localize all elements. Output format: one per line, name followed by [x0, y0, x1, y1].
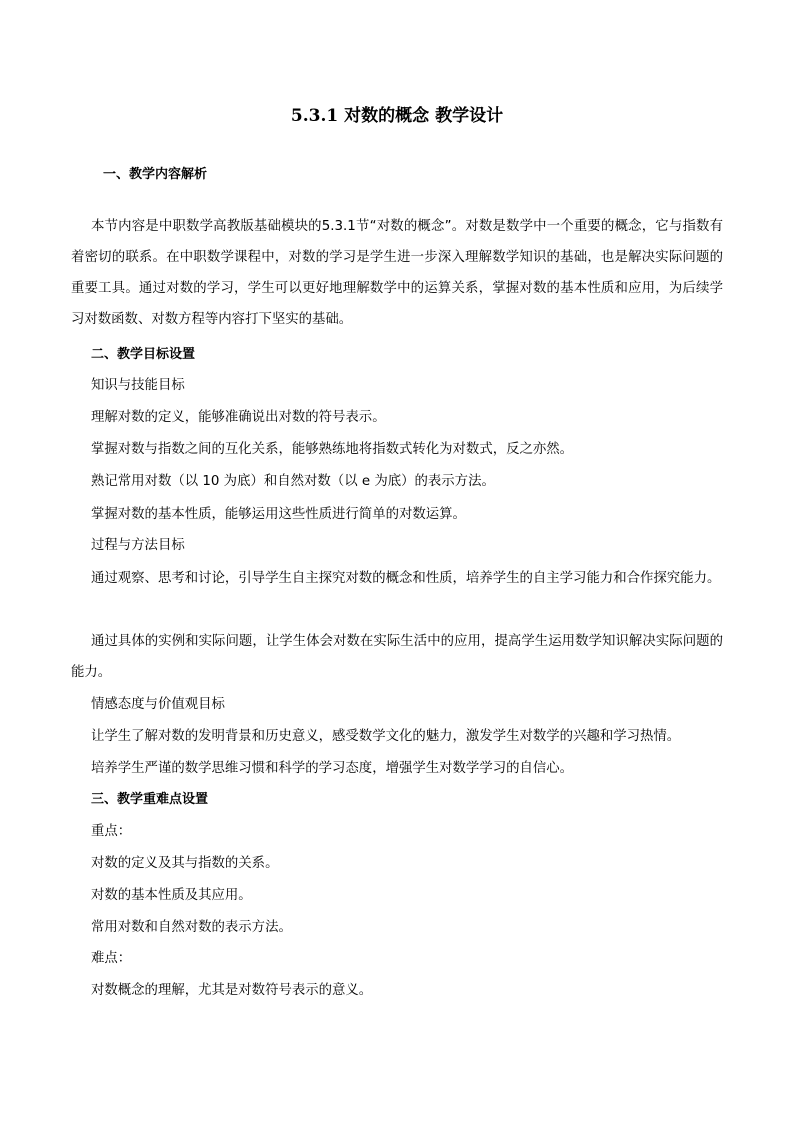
knowledge-goal-item: 熟记常用对数（以 10 为底）和自然对数（以 e 为底）的表示方法。 [91, 474, 495, 489]
key-points-label: 重点： [91, 824, 132, 839]
process-goal-item: 通过具体的实例和实际问题，让学生体会对数在实际生活中的应用，提高学生运用数学知识解决实际问题的能力。 [71, 634, 723, 680]
emotion-goal-item: 让学生了解对数的发明背景和历史意义，感受数学文化的魅力，激发学生对数学的兴趣和学习热情。 [91, 729, 681, 744]
process-goals-title: 过程与方法目标 [91, 538, 185, 553]
section-heading-content-analysis: 一、教学内容解析 [103, 167, 208, 182]
knowledge-goals-title: 知识与技能目标 [91, 378, 185, 393]
difficult-points-label: 难点： [91, 951, 132, 966]
document-title: 5.3.1 对数的概念 教学设计 [290, 106, 504, 126]
process-goal-item: 通过观察、思考和讨论，引导学生自主探究对数的概念和性质，培养学生的自主学习能力和合作探究能力。 [91, 571, 721, 586]
key-point-item: 对数的定义及其与指数的关系。 [91, 856, 279, 871]
section-heading-key-difficult-points: 三、教学重难点设置 [91, 792, 209, 807]
emotion-goal-item: 培养学生严谨的数学思维习惯和科学的学习态度，增强学生对数学学习的自信心。 [91, 761, 574, 776]
key-point-item: 对数的基本性质及其应用。 [91, 888, 252, 903]
knowledge-goal-item: 掌握对数的基本性质，能够运用这些性质进行简单的对数运算。 [91, 507, 466, 522]
section-heading-objectives: 二、教学目标设置 [91, 347, 196, 362]
difficult-point-item: 对数概念的理解，尤其是对数符号表示的意义。 [91, 983, 373, 998]
key-point-item: 常用对数和自然对数的表示方法。 [91, 920, 292, 935]
knowledge-goal-item: 掌握对数与指数之间的互化关系，能够熟练地将指数式转化为对数式，反之亦然。 [91, 442, 574, 457]
content-analysis-paragraph: 本节内容是中职数学高教版基础模块的5.3.1节“对数的概念”。对数是数学中一个重要的概念，它与指数有着密切的联系。在中职数学课程中，对数的学习是学生进一步深入理解数学知识的基础，也是解决实际问题的重要工具。通过对数的学习，学生可以更好地理解数学中的运算关系，掌握对数的基本性质和应用，为后续学习对数函数、对数方程等内容打下坚实的基础。 [71, 219, 723, 327]
knowledge-goal-item: 理解对数的定义，能够准确说出对数的符号表示。 [91, 410, 386, 425]
emotion-goals-title: 情感态度与价值观目标 [91, 697, 225, 712]
